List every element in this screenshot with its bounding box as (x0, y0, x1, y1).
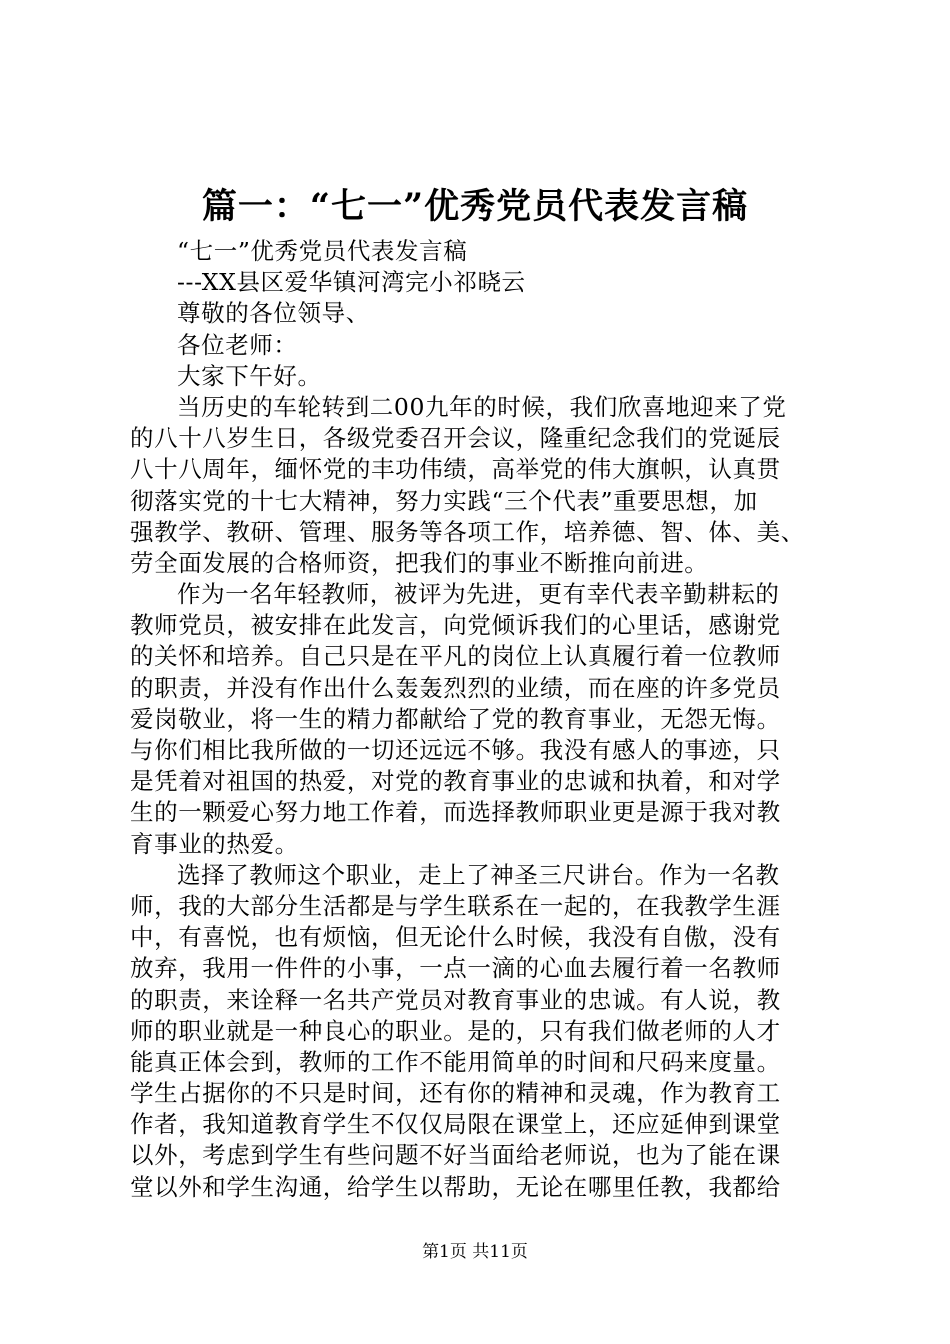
paragraph-line: 是凭着对祖国的热爱，对党的教育事业的忠诚和执着，和对学 (130, 767, 781, 796)
paragraph-line: 强教学、教研、管理、服务等各项工作，培养德、智、体、美、 (130, 517, 805, 546)
paragraph-line: 作为一名年轻教师，被评为先进，更有幸代表辛勤耕耘的 (177, 580, 780, 609)
paragraph-line: 的八十八岁生日，各级党委召开会议，隆重纪念我们的党诞辰 (130, 424, 781, 453)
author-line: ---XX县区爱华镇河湾完小祁晓云 (177, 268, 526, 297)
salutation-line: 各位老师： (177, 330, 298, 359)
paragraph-line: 中，有喜悦，也有烦恼，但无论什么时候，我没有自傲，没有 (130, 923, 781, 952)
document-title: 篇一：“七一”优秀党员代表发言稿 (201, 186, 749, 227)
paragraph-line: 学生占据你的不只是时间，还有你的精神和灵魂，作为教育工 (130, 1079, 781, 1108)
paragraph-line: 能真正体会到，教师的工作不能用简单的时间和尺码来度量。 (130, 1047, 781, 1076)
paragraph-line: 八十八周年，缅怀党的丰功伟绩，高举党的伟大旗帜，认真贯 (130, 455, 781, 484)
paragraph-line: 爱岗敬业，将一生的精力都献给了党的教育事业，无怨无悔。 (130, 704, 781, 733)
page-footer: 第1页 共11页 (422, 1242, 528, 1262)
paragraph-line: 选择了教师这个职业，走上了神圣三尺讲台。作为一名教 (177, 860, 780, 889)
paragraph-line: 放弃，我用一件件的小事，一点一滴的心血去履行着一名教师 (130, 954, 781, 983)
subtitle-line: “七一”优秀党员代表发言稿 (177, 237, 468, 265)
paragraph-line: 师，我的大部分生活都是与学生联系在一起的，在我教学生涯 (130, 891, 781, 920)
paragraph-line: 生的一颗爱心努力地工作着，而选择教师职业更是源于我对教 (130, 798, 781, 827)
document-body (130, 236, 830, 1203)
paragraph-line: 当历史的车轮转到二00九年的时候，我们欣喜地迎来了党 (177, 392, 787, 421)
paragraph-line: 的职责，来诠释一名共产党员对教育事业的忠诚。有人说，教 (130, 985, 781, 1014)
paragraph-line: 彻落实党的十七大精神，努力实践“三个代表”重要思想，加 (130, 486, 758, 515)
greeting-line: 大家下午好。 (177, 361, 322, 390)
paragraph-line: 作者，我知道教育学生不仅仅局限在课堂上，还应延伸到课堂 (130, 1110, 781, 1139)
paragraph-line: 与你们相比我所做的一切还远远不够。我没有感人的事迹，只 (130, 736, 781, 764)
paragraph-line: 堂以外和学生沟通，给学生以帮助，无论在哪里任教，我都给 (130, 1172, 781, 1201)
paragraph-line: 师的职业就是一种良心的职业。是的，只有我们做老师的人才 (130, 1016, 781, 1045)
paragraph-line: 育事业的热爱。 (130, 829, 299, 858)
paragraph-line: 劳全面发展的合格师资，把我们的事业不断推向前进。 (130, 548, 709, 577)
paragraph-line: 的职责，并没有作出什么轰轰烈烈的业绩，而在座的许多党员 (130, 673, 781, 702)
salutation-line: 尊敬的各位领导、 (177, 299, 370, 328)
paragraph-line: 教师党员，被安排在此发言，向党倾诉我们的心里话，感谢党 (130, 611, 781, 640)
paragraph-line: 以外，考虑到学生有些问题不好当面给老师说，也为了能在课 (130, 1141, 781, 1170)
paragraph-line: 的关怀和培养。自己只是在平凡的岗位上认真履行着一位教师 (130, 642, 781, 671)
